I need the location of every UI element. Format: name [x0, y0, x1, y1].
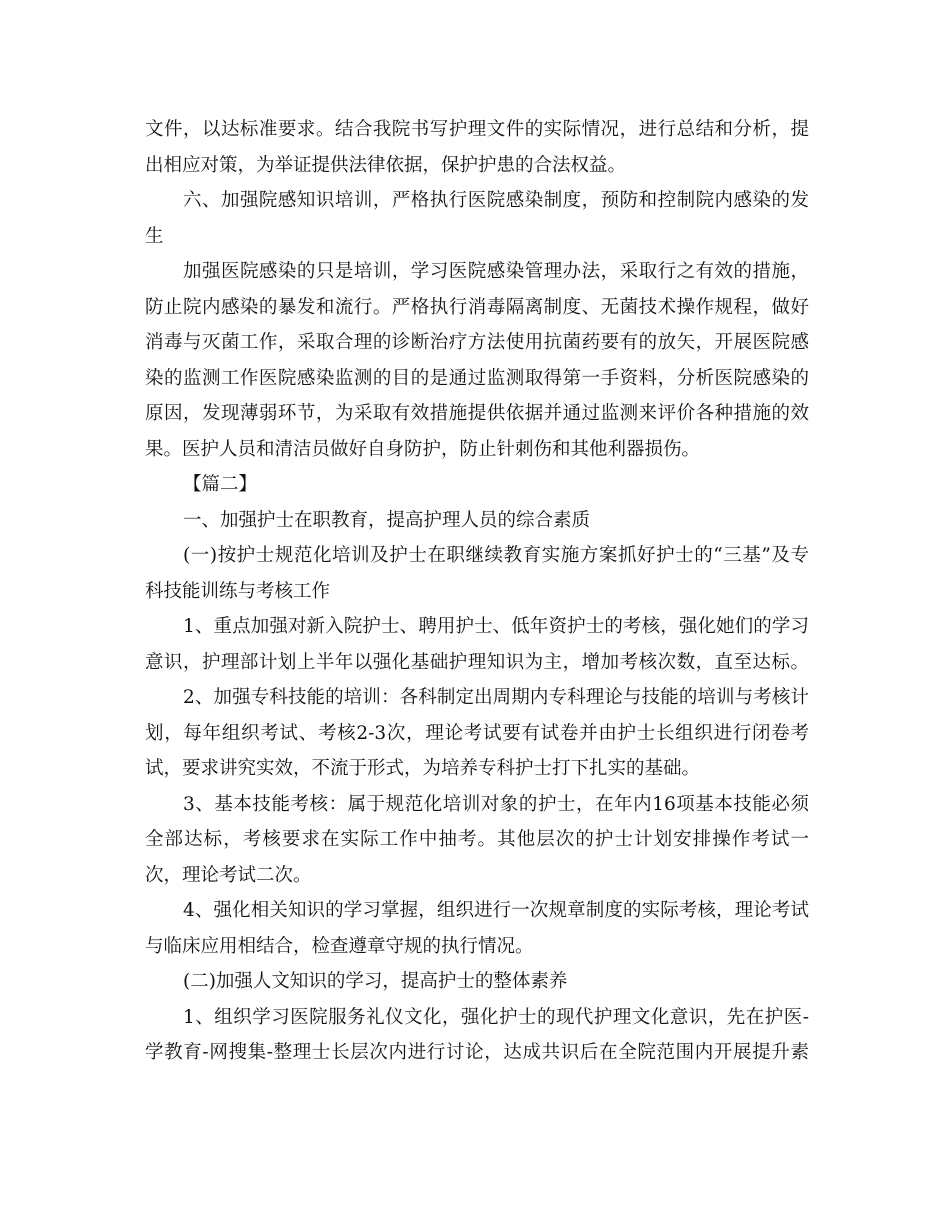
text-line: 2、加强专科技能的培训：各科制定出周期内专科理论与技能的培训与考核计 — [183, 687, 809, 708]
text-line: 文件，以达标准要求。结合我院书写护理文件的实际情况，进行总结和分析，提 — [145, 119, 809, 140]
text-line: 消毒与灭菌工作，采取合理的诊断治疗方法使用抗菌药要有的放矢，开展医院感 — [145, 332, 809, 353]
text-line: 学教育-网搜集-整理士长层次内进行讨论，达成共识后在全院范围内开展提升素 — [145, 1042, 809, 1063]
subsection-heading-line: (二)加强人文知识的学习，提高护士的整体素养 — [183, 971, 568, 992]
text-line: 染的监测工作医院感染监测的目的是通过监测取得第一手资料，分析医院感染的 — [145, 367, 809, 389]
text-line: 出相应对策，为举证提供法律依据，保护护患的合法权益。 — [145, 154, 627, 176]
text-line: 全部达标，考核要求在实际工作中抽考。其他层次的护士计划安排操作考试一 — [145, 829, 809, 850]
text-line: 防止院内感染的暴发和流行。严格执行消毒隔离制度、无菌技术操作规程，做好 — [145, 296, 809, 318]
part-heading: 【篇二】 — [183, 474, 258, 495]
text-line: 与临床应用相结合，检查遵章守规的执行情况。 — [145, 935, 534, 957]
subsection-heading-line: (一)按护士规范化培训及护士在职继续教育实施方案抓好护士的“三基”及专 — [183, 545, 809, 566]
section-heading-line: 六、加强院感知识培训，严格执行医院感染制度，预防和控制院内感染的发 — [183, 190, 809, 211]
text-line: 4、强化相关知识的学习掌握，组织进行一次规章制度的实际考核，理论考试 — [183, 900, 809, 921]
text-line: 原因，发现薄弱环节，为采取有效措施提供依据并通过监测来评价各种措施的效 — [145, 403, 809, 424]
subsection-heading-line: 科技能训练与考核工作 — [145, 580, 331, 602]
text-line: 加强医院感染的只是培训，学习医院感染管理办法，采取行之有效的措施， — [183, 261, 809, 282]
text-line: 1、组织学习医院服务礼仪文化，强化护士的现代护理文化意识，先在护医- — [183, 1006, 809, 1028]
section-heading-line: 生 — [145, 225, 164, 247]
text-line: 意识，护理部计划上半年以强化基础护理知识为主，增加考核次数，直至达标。 — [145, 651, 809, 673]
text-line: 划，每年组织考试、考核2-3次，理论考试要有试卷并由护士长组织进行闭卷考 — [145, 722, 809, 744]
text-line: 试，要求讲究实效，不流于形式，为培养专科护士打下扎实的基础。 — [145, 758, 701, 779]
text-line: 3、基本技能考核：属于规范化培训对象的护士，在年内16项基本技能必须 — [183, 793, 809, 815]
section-heading-line: 一、加强护士在职教育，提高护理人员的综合素质 — [183, 509, 591, 531]
document-body — [145, 112, 809, 1071]
text-line: 次，理论考试二次。 — [145, 864, 312, 886]
text-line: 1、重点加强对新入院护士、聘用护士、低年资护士的考核，强化她们的学习 — [183, 616, 809, 637]
text-line: 果。医护人员和清洁员做好自身防护，防止针刺伤和其他利器损伤。 — [145, 438, 701, 460]
